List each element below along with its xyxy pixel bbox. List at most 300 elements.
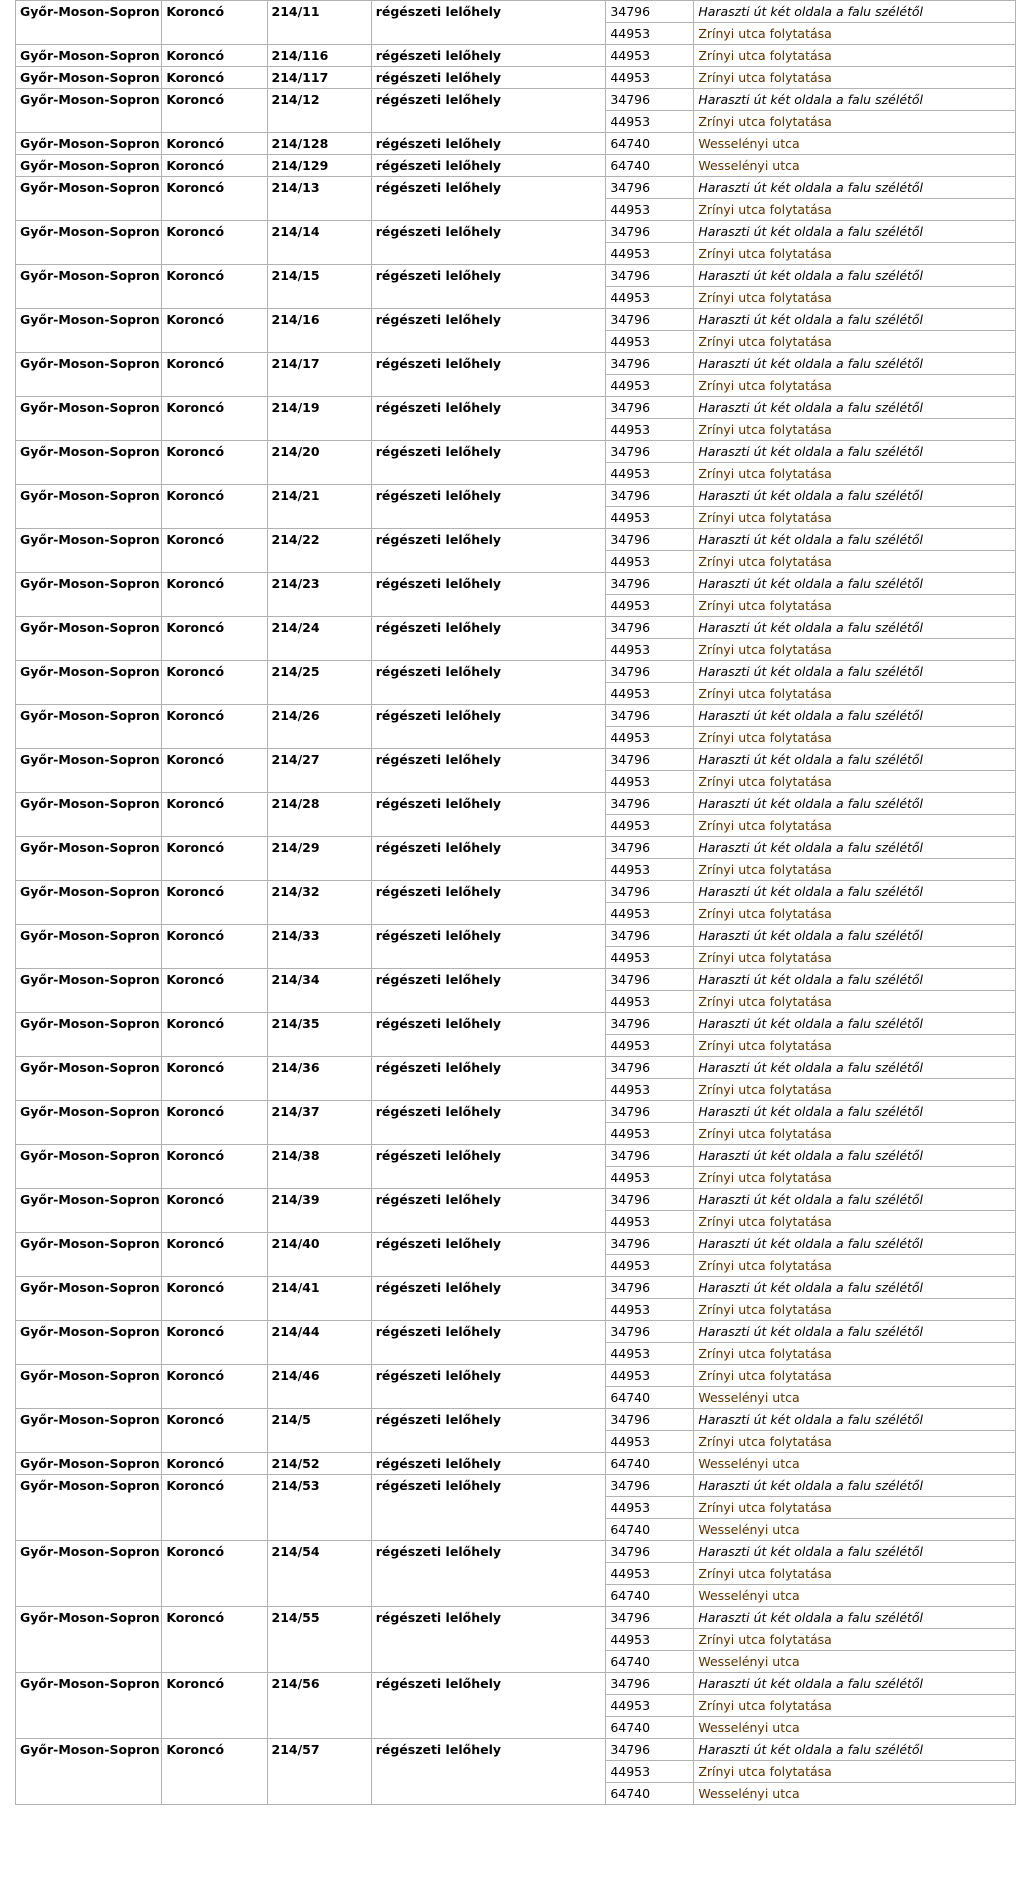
- county-cell: Győr-Moson-Sopron: [16, 221, 162, 265]
- table-row: [16, 221, 1016, 243]
- site-id-cell: 34796: [606, 1101, 694, 1123]
- site-description-cell: Haraszti út két oldala a falu szélétől: [694, 573, 1016, 595]
- site-id-cell: 34796: [606, 1541, 694, 1563]
- county-cell: Győr-Moson-Sopron: [16, 1607, 162, 1673]
- site-type-cell: régészeti lelőhely: [371, 1189, 606, 1233]
- parcel-number-cell: 214/5: [267, 1409, 371, 1453]
- site-description-cell: Zrínyi utca folytatása: [694, 1365, 1016, 1387]
- site-id-cell: 34796: [606, 265, 694, 287]
- parcel-number-cell: 214/117: [267, 67, 371, 89]
- site-description-cell: Haraszti út két oldala a falu szélétől: [694, 353, 1016, 375]
- site-description-cell: Zrínyi utca folytatása: [694, 199, 1016, 221]
- table-row: [16, 1475, 1016, 1497]
- site-type-cell: régészeti lelőhely: [371, 1321, 606, 1365]
- parcel-number-cell: 214/13: [267, 177, 371, 221]
- site-id-cell: 44953: [606, 1255, 694, 1277]
- settlement-cell: Koroncó: [162, 1541, 267, 1607]
- table-row: [16, 89, 1016, 111]
- site-id-cell: 64740: [606, 1519, 694, 1541]
- settlement-cell: Koroncó: [162, 265, 267, 309]
- site-description-cell: Haraszti út két oldala a falu szélétől: [694, 925, 1016, 947]
- parcel-number-cell: 214/46: [267, 1365, 371, 1409]
- site-type-cell: régészeti lelőhely: [371, 793, 606, 837]
- county-cell: Győr-Moson-Sopron: [16, 441, 162, 485]
- settlement-cell: Koroncó: [162, 353, 267, 397]
- site-type-cell: régészeti lelőhely: [371, 1, 606, 45]
- site-type-cell: régészeti lelőhely: [371, 1475, 606, 1541]
- site-type-cell: régészeti lelőhely: [371, 1101, 606, 1145]
- settlement-cell: Koroncó: [162, 881, 267, 925]
- county-cell: Győr-Moson-Sopron: [16, 1233, 162, 1277]
- county-cell: Győr-Moson-Sopron: [16, 661, 162, 705]
- settlement-cell: Koroncó: [162, 221, 267, 265]
- site-id-cell: 44953: [606, 595, 694, 617]
- settlement-cell: Koroncó: [162, 1409, 267, 1453]
- site-description-cell: Zrínyi utca folytatása: [694, 551, 1016, 573]
- settlement-cell: Koroncó: [162, 617, 267, 661]
- table-row: [16, 309, 1016, 331]
- county-cell: Győr-Moson-Sopron: [16, 67, 162, 89]
- site-type-cell: régészeti lelőhely: [371, 1057, 606, 1101]
- parcel-number-cell: 214/14: [267, 221, 371, 265]
- parcel-number-cell: 214/55: [267, 1607, 371, 1673]
- site-description-cell: Zrínyi utca folytatása: [694, 375, 1016, 397]
- site-id-cell: 44953: [606, 1761, 694, 1783]
- site-type-cell: régészeti lelőhely: [371, 67, 606, 89]
- site-description-cell: Wesselényi utca: [694, 1651, 1016, 1673]
- table-row: [16, 133, 1016, 155]
- site-id-cell: 34796: [606, 529, 694, 551]
- site-id-cell: 34796: [606, 969, 694, 991]
- site-id-cell: 34796: [606, 1145, 694, 1167]
- parcel-number-cell: 214/24: [267, 617, 371, 661]
- site-id-cell: 34796: [606, 1189, 694, 1211]
- parcel-number-cell: 214/38: [267, 1145, 371, 1189]
- site-description-cell: Haraszti út két oldala a falu szélétől: [694, 1321, 1016, 1343]
- site-type-cell: régészeti lelőhely: [371, 485, 606, 529]
- settlement-cell: Koroncó: [162, 1739, 267, 1805]
- parcel-number-cell: 214/128: [267, 133, 371, 155]
- parcel-number-cell: 214/19: [267, 397, 371, 441]
- parcel-number-cell: 214/33: [267, 925, 371, 969]
- settlement-cell: Koroncó: [162, 1013, 267, 1057]
- site-type-cell: régészeti lelőhely: [371, 133, 606, 155]
- county-cell: Győr-Moson-Sopron: [16, 1541, 162, 1607]
- site-type-cell: régészeti lelőhely: [371, 397, 606, 441]
- county-cell: Győr-Moson-Sopron: [16, 969, 162, 1013]
- parcel-number-cell: 214/34: [267, 969, 371, 1013]
- site-description-cell: Zrínyi utca folytatása: [694, 683, 1016, 705]
- parcel-number-cell: 214/17: [267, 353, 371, 397]
- site-description-cell: Zrínyi utca folytatása: [694, 1079, 1016, 1101]
- site-id-cell: 44953: [606, 1079, 694, 1101]
- site-description-cell: Zrínyi utca folytatása: [694, 463, 1016, 485]
- site-description-cell: Haraszti út két oldala a falu szélétől: [694, 969, 1016, 991]
- settlement-cell: Koroncó: [162, 1057, 267, 1101]
- site-description-cell: Haraszti út két oldala a falu szélétől: [694, 221, 1016, 243]
- site-id-cell: 44953: [606, 815, 694, 837]
- table-row: [16, 155, 1016, 177]
- site-description-cell: Zrínyi utca folytatása: [694, 1035, 1016, 1057]
- parcel-number-cell: 214/57: [267, 1739, 371, 1805]
- site-id-cell: 44953: [606, 287, 694, 309]
- county-cell: Győr-Moson-Sopron: [16, 837, 162, 881]
- site-description-cell: Wesselényi utca: [694, 1717, 1016, 1739]
- county-cell: Győr-Moson-Sopron: [16, 1, 162, 45]
- settlement-cell: Koroncó: [162, 485, 267, 529]
- site-type-cell: régészeti lelőhely: [371, 1013, 606, 1057]
- site-id-cell: 64740: [606, 1783, 694, 1805]
- county-cell: Győr-Moson-Sopron: [16, 573, 162, 617]
- site-type-cell: régészeti lelőhely: [371, 925, 606, 969]
- site-description-cell: Zrínyi utca folytatása: [694, 1123, 1016, 1145]
- site-description-cell: Haraszti út két oldala a falu szélétől: [694, 1541, 1016, 1563]
- table-row: [16, 441, 1016, 463]
- site-id-cell: 44953: [606, 1431, 694, 1453]
- table-row: [16, 1277, 1016, 1299]
- site-id-cell: 64740: [606, 155, 694, 177]
- site-id-cell: 64740: [606, 1651, 694, 1673]
- site-description-cell: Zrínyi utca folytatása: [694, 287, 1016, 309]
- parcel-number-cell: 214/32: [267, 881, 371, 925]
- county-cell: Győr-Moson-Sopron: [16, 1673, 162, 1739]
- site-description-cell: Haraszti út két oldala a falu szélétől: [694, 397, 1016, 419]
- county-cell: Győr-Moson-Sopron: [16, 309, 162, 353]
- parcel-number-cell: 214/40: [267, 1233, 371, 1277]
- table-row: [16, 1409, 1016, 1431]
- county-cell: Győr-Moson-Sopron: [16, 177, 162, 221]
- site-description-cell: Haraszti út két oldala a falu szélétől: [694, 177, 1016, 199]
- site-id-cell: 44953: [606, 45, 694, 67]
- site-type-cell: régészeti lelőhely: [371, 441, 606, 485]
- site-id-cell: 44953: [606, 375, 694, 397]
- parcel-number-cell: 214/129: [267, 155, 371, 177]
- site-id-cell: 34796: [606, 1475, 694, 1497]
- parcel-number-cell: 214/26: [267, 705, 371, 749]
- site-description-cell: Haraszti út két oldala a falu szélétől: [694, 1101, 1016, 1123]
- settlement-cell: Koroncó: [162, 1145, 267, 1189]
- parcel-number-cell: 214/22: [267, 529, 371, 573]
- site-id-cell: 34796: [606, 705, 694, 727]
- site-description-cell: Haraszti út két oldala a falu szélétől: [694, 1233, 1016, 1255]
- site-description-cell: Haraszti út két oldala a falu szélétől: [694, 1673, 1016, 1695]
- site-description-cell: Zrínyi utca folytatása: [694, 1563, 1016, 1585]
- settlement-cell: Koroncó: [162, 1365, 267, 1409]
- site-type-cell: régészeti lelőhely: [371, 1541, 606, 1607]
- county-cell: Győr-Moson-Sopron: [16, 705, 162, 749]
- parcel-number-cell: 214/41: [267, 1277, 371, 1321]
- table-row: [16, 1607, 1016, 1629]
- site-description-cell: Haraszti út két oldala a falu szélétől: [694, 1277, 1016, 1299]
- table-row: [16, 573, 1016, 595]
- table-row: [16, 397, 1016, 419]
- settlement-cell: Koroncó: [162, 573, 267, 617]
- table-row: [16, 1, 1016, 23]
- county-cell: Győr-Moson-Sopron: [16, 1189, 162, 1233]
- parcel-number-cell: 214/20: [267, 441, 371, 485]
- site-id-cell: 34796: [606, 353, 694, 375]
- site-type-cell: régészeti lelőhely: [371, 1277, 606, 1321]
- site-type-cell: régészeti lelőhely: [371, 265, 606, 309]
- site-id-cell: 44953: [606, 859, 694, 881]
- table-row: [16, 1321, 1016, 1343]
- county-cell: Győr-Moson-Sopron: [16, 881, 162, 925]
- site-description-cell: Zrínyi utca folytatása: [694, 507, 1016, 529]
- parcel-number-cell: 214/25: [267, 661, 371, 705]
- site-description-cell: Haraszti út két oldala a falu szélétől: [694, 1409, 1016, 1431]
- settlement-cell: Koroncó: [162, 155, 267, 177]
- site-description-cell: Zrínyi utca folytatása: [694, 1343, 1016, 1365]
- parcel-number-cell: 214/36: [267, 1057, 371, 1101]
- site-description-cell: Haraszti út két oldala a falu szélétől: [694, 617, 1016, 639]
- settlement-cell: Koroncó: [162, 1453, 267, 1475]
- site-type-cell: régészeti lelőhely: [371, 617, 606, 661]
- site-description-cell: Zrínyi utca folytatása: [694, 1629, 1016, 1651]
- site-id-cell: 44953: [606, 507, 694, 529]
- county-cell: Győr-Moson-Sopron: [16, 155, 162, 177]
- parcel-number-cell: 214/56: [267, 1673, 371, 1739]
- settlement-cell: Koroncó: [162, 749, 267, 793]
- parcel-number-cell: 214/54: [267, 1541, 371, 1607]
- site-description-cell: Wesselényi utca: [694, 155, 1016, 177]
- site-id-cell: 64740: [606, 1717, 694, 1739]
- site-type-cell: régészeti lelőhely: [371, 881, 606, 925]
- settlement-cell: Koroncó: [162, 309, 267, 353]
- site-id-cell: 44953: [606, 639, 694, 661]
- parcel-number-cell: 214/28: [267, 793, 371, 837]
- county-cell: Győr-Moson-Sopron: [16, 1453, 162, 1475]
- table-row: [16, 749, 1016, 771]
- site-id-cell: 34796: [606, 1607, 694, 1629]
- site-description-cell: Zrínyi utca folytatása: [694, 1431, 1016, 1453]
- site-type-cell: régészeti lelőhely: [371, 221, 606, 265]
- site-type-cell: régészeti lelőhely: [371, 353, 606, 397]
- site-description-cell: Haraszti út két oldala a falu szélétől: [694, 881, 1016, 903]
- parcel-number-cell: 214/16: [267, 309, 371, 353]
- site-type-cell: régészeti lelőhely: [371, 45, 606, 67]
- site-id-cell: 64740: [606, 1387, 694, 1409]
- county-cell: Győr-Moson-Sopron: [16, 1409, 162, 1453]
- settlement-cell: Koroncó: [162, 45, 267, 67]
- site-id-cell: 34796: [606, 485, 694, 507]
- settlement-cell: Koroncó: [162, 1233, 267, 1277]
- site-description-cell: Zrínyi utca folytatása: [694, 419, 1016, 441]
- table-row: [16, 1189, 1016, 1211]
- county-cell: Győr-Moson-Sopron: [16, 1277, 162, 1321]
- county-cell: Győr-Moson-Sopron: [16, 1057, 162, 1101]
- site-description-cell: Zrínyi utca folytatása: [694, 1211, 1016, 1233]
- site-description-cell: Zrínyi utca folytatása: [694, 243, 1016, 265]
- site-description-cell: Haraszti út két oldala a falu szélétől: [694, 1013, 1016, 1035]
- parcel-number-cell: 214/44: [267, 1321, 371, 1365]
- county-cell: Győr-Moson-Sopron: [16, 265, 162, 309]
- table-row: [16, 881, 1016, 903]
- county-cell: Győr-Moson-Sopron: [16, 353, 162, 397]
- table-row: [16, 1541, 1016, 1563]
- site-description-cell: Haraszti út két oldala a falu szélétől: [694, 529, 1016, 551]
- site-id-cell: 34796: [606, 397, 694, 419]
- site-description-cell: Haraszti út két oldala a falu szélétől: [694, 661, 1016, 683]
- settlement-cell: Koroncó: [162, 1189, 267, 1233]
- site-description-cell: Zrínyi utca folytatása: [694, 815, 1016, 837]
- settlement-cell: Koroncó: [162, 177, 267, 221]
- site-id-cell: 34796: [606, 1321, 694, 1343]
- site-description-cell: Haraszti út két oldala a falu szélétől: [694, 89, 1016, 111]
- site-description-cell: Wesselényi utca: [694, 1585, 1016, 1607]
- site-id-cell: 34796: [606, 1739, 694, 1761]
- site-id-cell: 44953: [606, 243, 694, 265]
- site-id-cell: 44953: [606, 1695, 694, 1717]
- parcel-table-body: [16, 1, 1016, 1805]
- table-row: [16, 529, 1016, 551]
- site-id-cell: 44953: [606, 1629, 694, 1651]
- site-id-cell: 34796: [606, 1, 694, 23]
- site-description-cell: Haraszti út két oldala a falu szélétől: [694, 837, 1016, 859]
- settlement-cell: Koroncó: [162, 89, 267, 133]
- site-id-cell: 44953: [606, 1343, 694, 1365]
- settlement-cell: Koroncó: [162, 837, 267, 881]
- table-row: [16, 1057, 1016, 1079]
- site-description-cell: Zrínyi utca folytatása: [694, 111, 1016, 133]
- site-id-cell: 64740: [606, 1453, 694, 1475]
- settlement-cell: Koroncó: [162, 441, 267, 485]
- site-description-cell: Zrínyi utca folytatása: [694, 1167, 1016, 1189]
- site-type-cell: régészeti lelőhely: [371, 1607, 606, 1673]
- site-description-cell: Haraszti út két oldala a falu szélétől: [694, 1607, 1016, 1629]
- site-description-cell: Wesselényi utca: [694, 133, 1016, 155]
- site-id-cell: 34796: [606, 617, 694, 639]
- site-id-cell: 34796: [606, 1673, 694, 1695]
- parcel-number-cell: 214/11: [267, 1, 371, 45]
- site-id-cell: 34796: [606, 749, 694, 771]
- site-id-cell: 34796: [606, 837, 694, 859]
- settlement-cell: Koroncó: [162, 397, 267, 441]
- site-description-cell: Zrínyi utca folytatása: [694, 595, 1016, 617]
- site-id-cell: 64740: [606, 1585, 694, 1607]
- table-row: [16, 661, 1016, 683]
- settlement-cell: Koroncó: [162, 67, 267, 89]
- settlement-cell: Koroncó: [162, 133, 267, 155]
- site-type-cell: régészeti lelőhely: [371, 837, 606, 881]
- site-description-cell: Haraszti út két oldala a falu szélétől: [694, 265, 1016, 287]
- site-type-cell: régészeti lelőhely: [371, 1233, 606, 1277]
- site-id-cell: 44953: [606, 551, 694, 573]
- site-description-cell: Zrínyi utca folytatása: [694, 1255, 1016, 1277]
- county-cell: Győr-Moson-Sopron: [16, 1475, 162, 1541]
- parcel-number-cell: 214/52: [267, 1453, 371, 1475]
- site-id-cell: 64740: [606, 133, 694, 155]
- site-id-cell: 44953: [606, 199, 694, 221]
- site-description-cell: Wesselényi utca: [694, 1387, 1016, 1409]
- table-row: [16, 1365, 1016, 1387]
- site-type-cell: régészeti lelőhely: [371, 177, 606, 221]
- site-id-cell: 44953: [606, 1211, 694, 1233]
- settlement-cell: Koroncó: [162, 925, 267, 969]
- table-row: [16, 969, 1016, 991]
- county-cell: Győr-Moson-Sopron: [16, 1101, 162, 1145]
- table-row: [16, 705, 1016, 727]
- county-cell: Győr-Moson-Sopron: [16, 45, 162, 67]
- site-type-cell: régészeti lelőhely: [371, 309, 606, 353]
- parcel-number-cell: 214/29: [267, 837, 371, 881]
- site-id-cell: 44953: [606, 419, 694, 441]
- parcel-table: [15, 0, 1016, 1805]
- county-cell: Győr-Moson-Sopron: [16, 1739, 162, 1805]
- table-row: [16, 1453, 1016, 1475]
- county-cell: Győr-Moson-Sopron: [16, 1365, 162, 1409]
- parcel-number-cell: 214/15: [267, 265, 371, 309]
- site-id-cell: 44953: [606, 771, 694, 793]
- settlement-cell: Koroncó: [162, 1321, 267, 1365]
- table-row: [16, 793, 1016, 815]
- parcel-number-cell: 214/53: [267, 1475, 371, 1541]
- site-type-cell: régészeti lelőhely: [371, 529, 606, 573]
- site-id-cell: 34796: [606, 925, 694, 947]
- county-cell: Győr-Moson-Sopron: [16, 749, 162, 793]
- site-id-cell: 34796: [606, 441, 694, 463]
- site-id-cell: 44953: [606, 1497, 694, 1519]
- table-row: [16, 1233, 1016, 1255]
- county-cell: Győr-Moson-Sopron: [16, 1145, 162, 1189]
- site-type-cell: régészeti lelőhely: [371, 969, 606, 1013]
- site-type-cell: régészeti lelőhely: [371, 705, 606, 749]
- site-id-cell: 34796: [606, 1057, 694, 1079]
- county-cell: Győr-Moson-Sopron: [16, 1321, 162, 1365]
- site-id-cell: 44953: [606, 947, 694, 969]
- site-id-cell: 44953: [606, 903, 694, 925]
- site-description-cell: Haraszti út két oldala a falu szélétől: [694, 1475, 1016, 1497]
- settlement-cell: Koroncó: [162, 1673, 267, 1739]
- site-type-cell: régészeti lelőhely: [371, 89, 606, 133]
- site-description-cell: Zrínyi utca folytatása: [694, 991, 1016, 1013]
- table-row: [16, 45, 1016, 67]
- site-description-cell: Zrínyi utca folytatása: [694, 23, 1016, 45]
- county-cell: Győr-Moson-Sopron: [16, 617, 162, 661]
- site-description-cell: Zrínyi utca folytatása: [694, 771, 1016, 793]
- table-row: [16, 837, 1016, 859]
- site-id-cell: 44953: [606, 1035, 694, 1057]
- site-description-cell: Zrínyi utca folytatása: [694, 727, 1016, 749]
- site-id-cell: 34796: [606, 1233, 694, 1255]
- site-id-cell: 44953: [606, 67, 694, 89]
- site-description-cell: Zrínyi utca folytatása: [694, 1761, 1016, 1783]
- site-description-cell: Zrínyi utca folytatása: [694, 1695, 1016, 1717]
- table-row: [16, 485, 1016, 507]
- settlement-cell: Koroncó: [162, 529, 267, 573]
- site-description-cell: Haraszti út két oldala a falu szélétől: [694, 485, 1016, 507]
- site-type-cell: régészeti lelőhely: [371, 1145, 606, 1189]
- site-id-cell: 44953: [606, 23, 694, 45]
- county-cell: Győr-Moson-Sopron: [16, 793, 162, 837]
- site-description-cell: Zrínyi utca folytatása: [694, 331, 1016, 353]
- site-id-cell: 44953: [606, 331, 694, 353]
- parcel-number-cell: 214/116: [267, 45, 371, 67]
- site-id-cell: 44953: [606, 111, 694, 133]
- site-description-cell: Zrínyi utca folytatása: [694, 639, 1016, 661]
- site-id-cell: 34796: [606, 793, 694, 815]
- site-id-cell: 44953: [606, 1365, 694, 1387]
- site-type-cell: régészeti lelőhely: [371, 1453, 606, 1475]
- settlement-cell: Koroncó: [162, 1277, 267, 1321]
- site-id-cell: 34796: [606, 177, 694, 199]
- parcel-number-cell: 214/27: [267, 749, 371, 793]
- site-id-cell: 34796: [606, 89, 694, 111]
- table-row: [16, 1145, 1016, 1167]
- site-description-cell: Haraszti út két oldala a falu szélétől: [694, 793, 1016, 815]
- parcel-number-cell: 214/21: [267, 485, 371, 529]
- site-description-cell: Zrínyi utca folytatása: [694, 1497, 1016, 1519]
- site-id-cell: 34796: [606, 309, 694, 331]
